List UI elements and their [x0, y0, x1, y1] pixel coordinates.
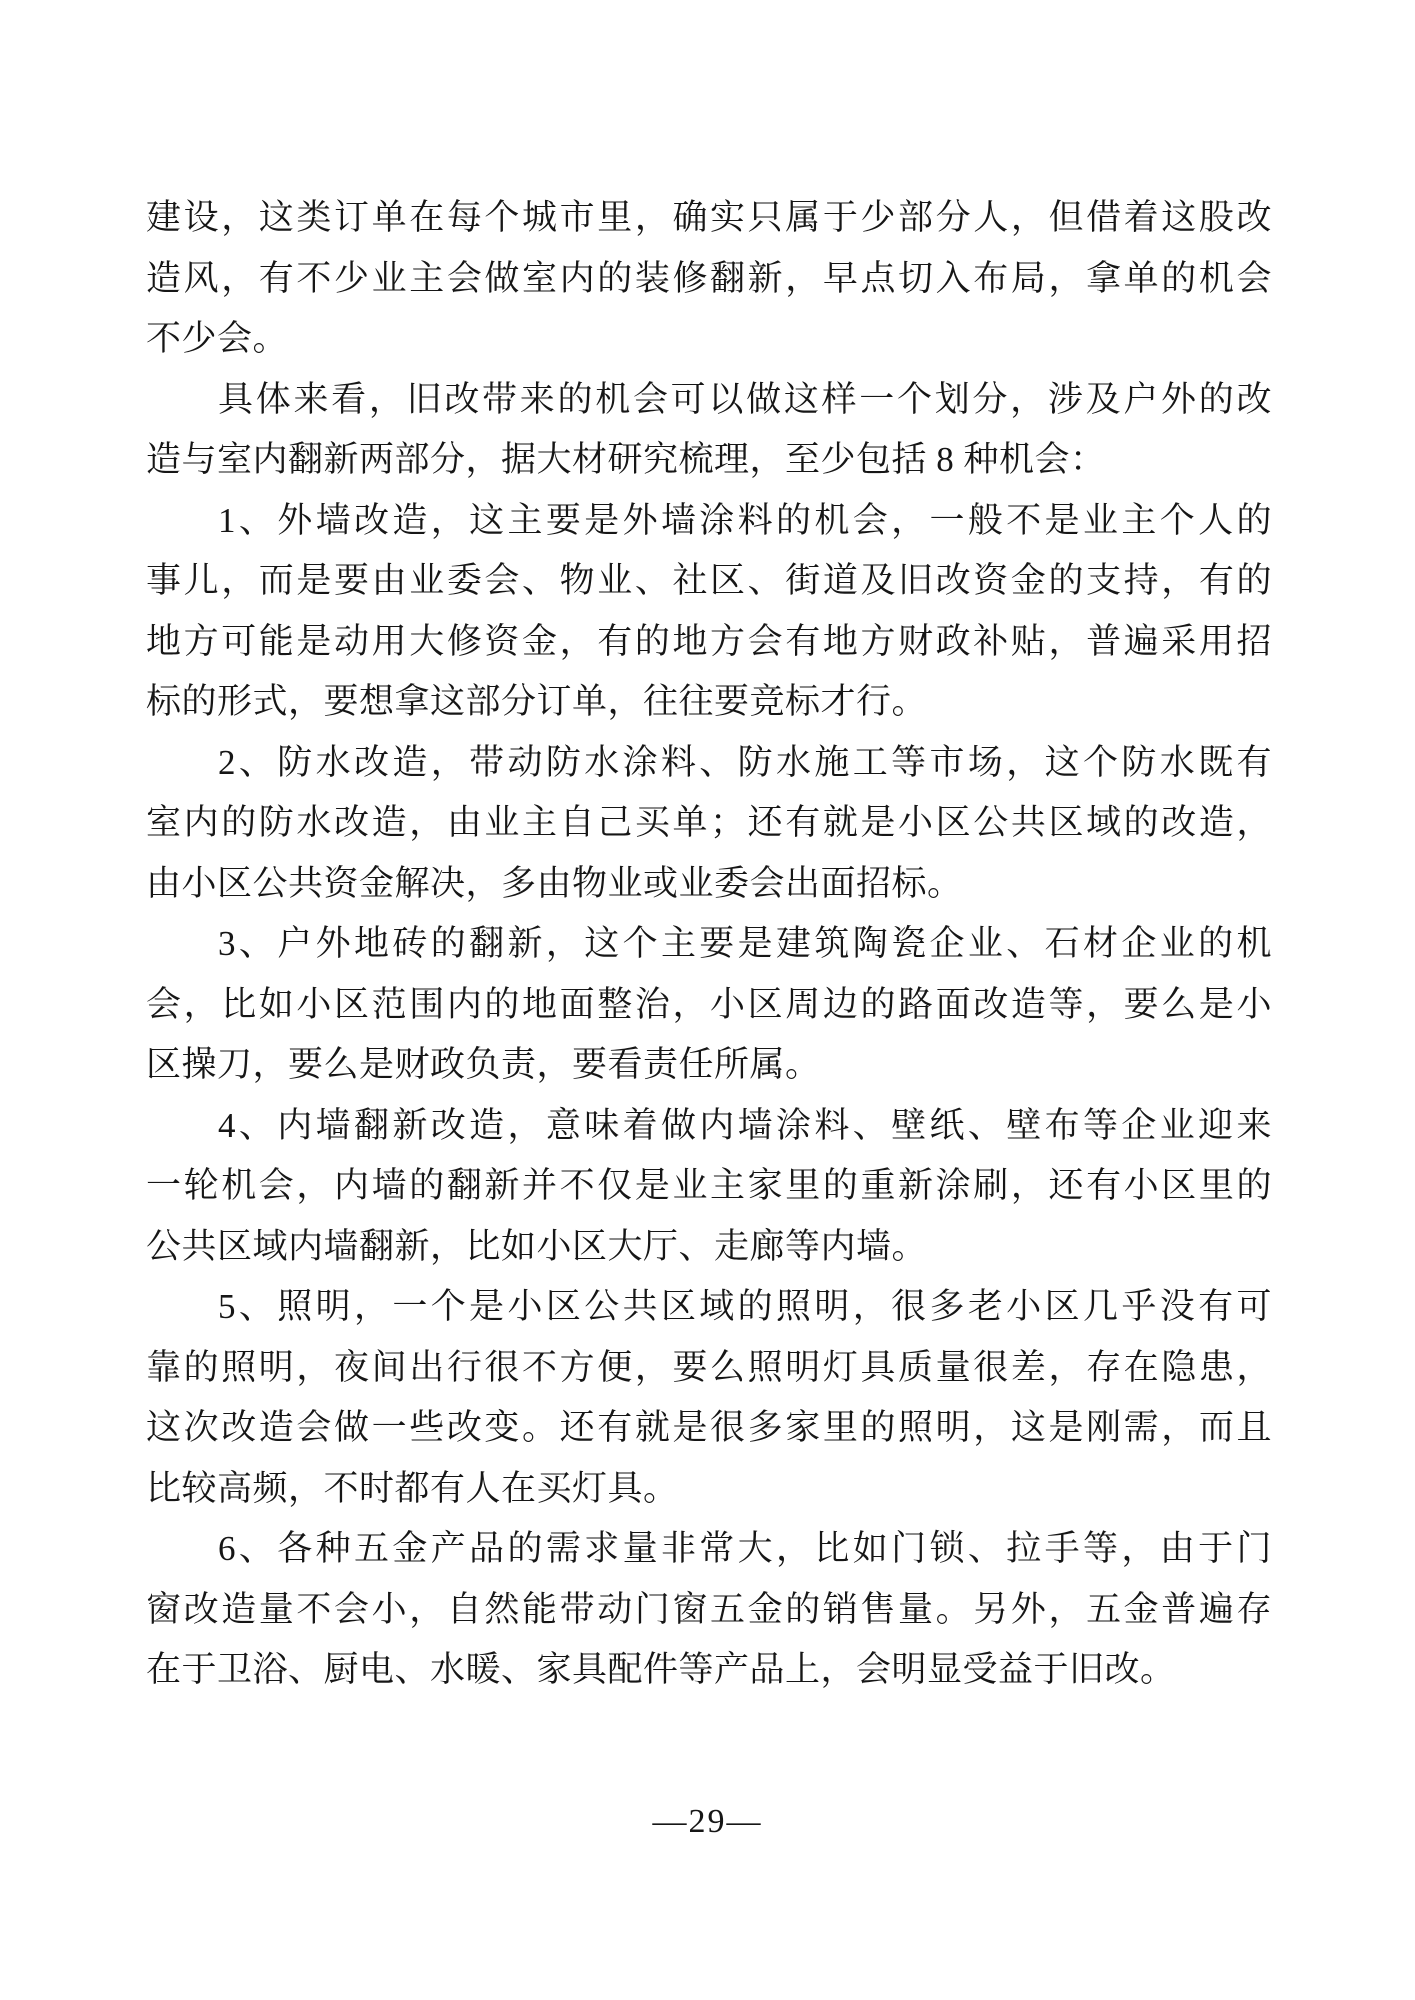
- text-line: 由小区公共资金解决，多由物业或业委会出面招标。: [146, 863, 963, 903]
- text-line: 6、各种五金产品的需求量非常大，比如门锁、拉手等，由于门: [218, 1529, 1272, 1568]
- text-line: 1、外墙改造，这主要是外墙涂料的机会，一般不是业主个人的: [218, 500, 1272, 540]
- text-line: 室内的防水改造，由业主自己买单；还有就是小区公共区域的改造，: [146, 803, 1272, 842]
- text-line: 地方可能是动用大修资金，有的地方会有地方财政补贴，普遍采用招: [146, 621, 1272, 661]
- paragraph: [146, 733, 1272, 915]
- text-line: 比较高频，不时都有人在买灯具。: [146, 1468, 679, 1508]
- document-body: [146, 188, 1272, 1701]
- page-number: —29—: [652, 1803, 763, 1840]
- text-line: 靠的照明，夜间出行很不方便，要么照明灯具质量很差，存在隐患，: [146, 1347, 1272, 1387]
- text-line: 在于卫浴、厨电、水暖、家具配件等产品上，会明显受益于旧改。: [146, 1650, 1176, 1689]
- text-line: 区操刀，要么是财政负责，要看责任所属。: [146, 1045, 821, 1084]
- text-line: 窗改造量不会小，自然能带动门窗五金的销售量。另外，五金普遍存: [146, 1589, 1272, 1629]
- text-line: 造与室内翻新两部分，据大材研究梳理，至少包括 8 种机会：: [146, 440, 1106, 479]
- text-line: 事儿，而是要由业委会、物业、社区、街道及旧改资金的支持，有的: [146, 561, 1272, 600]
- text-line: 这次改造会做一些改变。还有就是很多家里的照明，这是刚需，而且: [146, 1408, 1272, 1447]
- text-line: 具体来看，旧改带来的机会可以做这样一个划分，涉及户外的改: [218, 379, 1272, 419]
- text-line: 2、防水改造，带动防水涂料、防水施工等市场，这个防水既有: [218, 742, 1272, 782]
- text-line: 一轮机会，内墙的翻新并不仅是业主家里的重新涂刷，还有小区里的: [146, 1166, 1272, 1205]
- text-line: 3、户外地砖的翻新，这个主要是建筑陶瓷企业、石材企业的机: [218, 924, 1272, 963]
- text-line: 不少会。: [146, 319, 289, 358]
- paragraph: [146, 1277, 1272, 1519]
- text-line: 会，比如小区范围内的地面整治，小区周边的路面改造等，要么是小: [146, 984, 1272, 1024]
- paragraph: [146, 1096, 1272, 1278]
- paragraph: [146, 370, 1272, 491]
- text-line: 造风，有不少业主会做室内的装修翻新，早点切入布局，拿单的机会: [146, 258, 1272, 298]
- paragraph: [146, 914, 1272, 1096]
- text-line: 5、照明，一个是小区公共区域的照明，很多老小区几乎没有可: [218, 1287, 1272, 1326]
- text-line: 公共区域内墙翻新，比如小区大厅、走廊等内墙。: [146, 1226, 928, 1266]
- paragraph: [146, 491, 1272, 733]
- text-line: 标的形式，要想拿这部分订单，往往要竞标才行。: [146, 682, 928, 721]
- text-line: 建设，这类订单在每个城市里，确实只属于少部分人，但借着这股改: [146, 198, 1272, 237]
- paragraph: [146, 188, 1272, 370]
- paragraph: [146, 1519, 1272, 1701]
- text-line: 4、内墙翻新改造，意味着做内墙涂料、壁纸、壁布等企业迎来: [218, 1105, 1272, 1145]
